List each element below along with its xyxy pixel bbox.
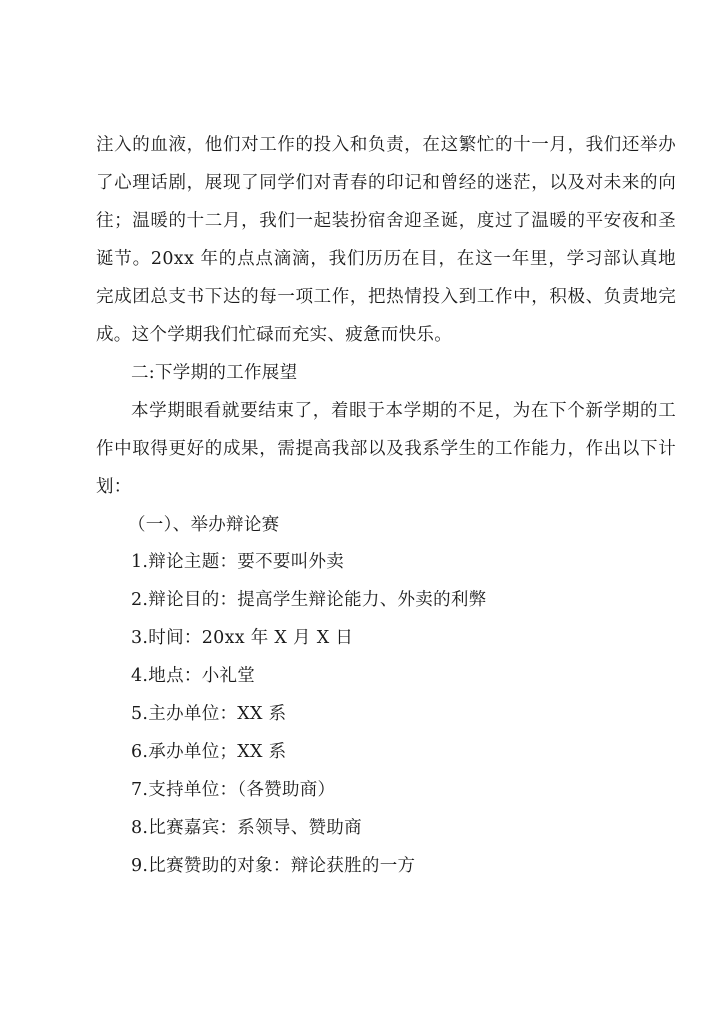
list-item: 1.辩论主题：要不要叫外卖 — [131, 552, 345, 572]
list-item: 5.主办单位：XX 系 — [131, 704, 287, 724]
body-text-line: 诞节。20xx 年的点点滴滴，我们历历在目，在这一年里，学习部认真地 — [96, 249, 676, 269]
list-item: 4.地点：小礼堂 — [131, 666, 256, 686]
subheading: （一）、举办辩论赛 — [128, 515, 280, 535]
list-item: 6.承办单位；XX 系 — [131, 742, 287, 762]
section-heading: 二:下学期的工作展望 — [131, 363, 298, 383]
body-text-line: 完成团总支书下达的每一项工作，把热情投入到工作中，积极、负责地完 — [96, 287, 676, 307]
list-item: 9.比赛赞助的对象：辩论获胜的一方 — [131, 856, 416, 876]
body-text-line: 作中取得更好的成果，需提高我部以及我系学生的工作能力，作出以下计 — [96, 439, 676, 459]
list-item: 2.辩论目的：提高学生辩论能力、外卖的利弊 — [131, 590, 487, 610]
list-item: 7.支持单位：（各赞助商） — [131, 780, 336, 800]
body-text-line: 成。这个学期我们忙碌而充实、疲惫而快乐。 — [96, 325, 452, 345]
body-text-line: 往；温暖的十二月，我们一起装扮宿舍迎圣诞，度过了温暖的平安夜和圣 — [96, 211, 676, 231]
body-text-line: 注入的血液，他们对工作的投入和负责，在这繁忙的十一月，我们还举办 — [96, 135, 676, 155]
body-text-line: 划： — [96, 477, 132, 497]
body-text-line: 了心理话剧，展现了同学们对青春的印记和曾经的迷茫，以及对未来的向 — [96, 173, 676, 193]
body-text-line: 本学期眼看就要结束了，着眼于本学期的不足，为在下个新学期的工 — [131, 401, 676, 421]
list-item: 3.时间：20xx 年 X 月 X 日 — [131, 628, 354, 648]
list-item: 8.比赛嘉宾：系领导、赞助商 — [131, 818, 362, 838]
